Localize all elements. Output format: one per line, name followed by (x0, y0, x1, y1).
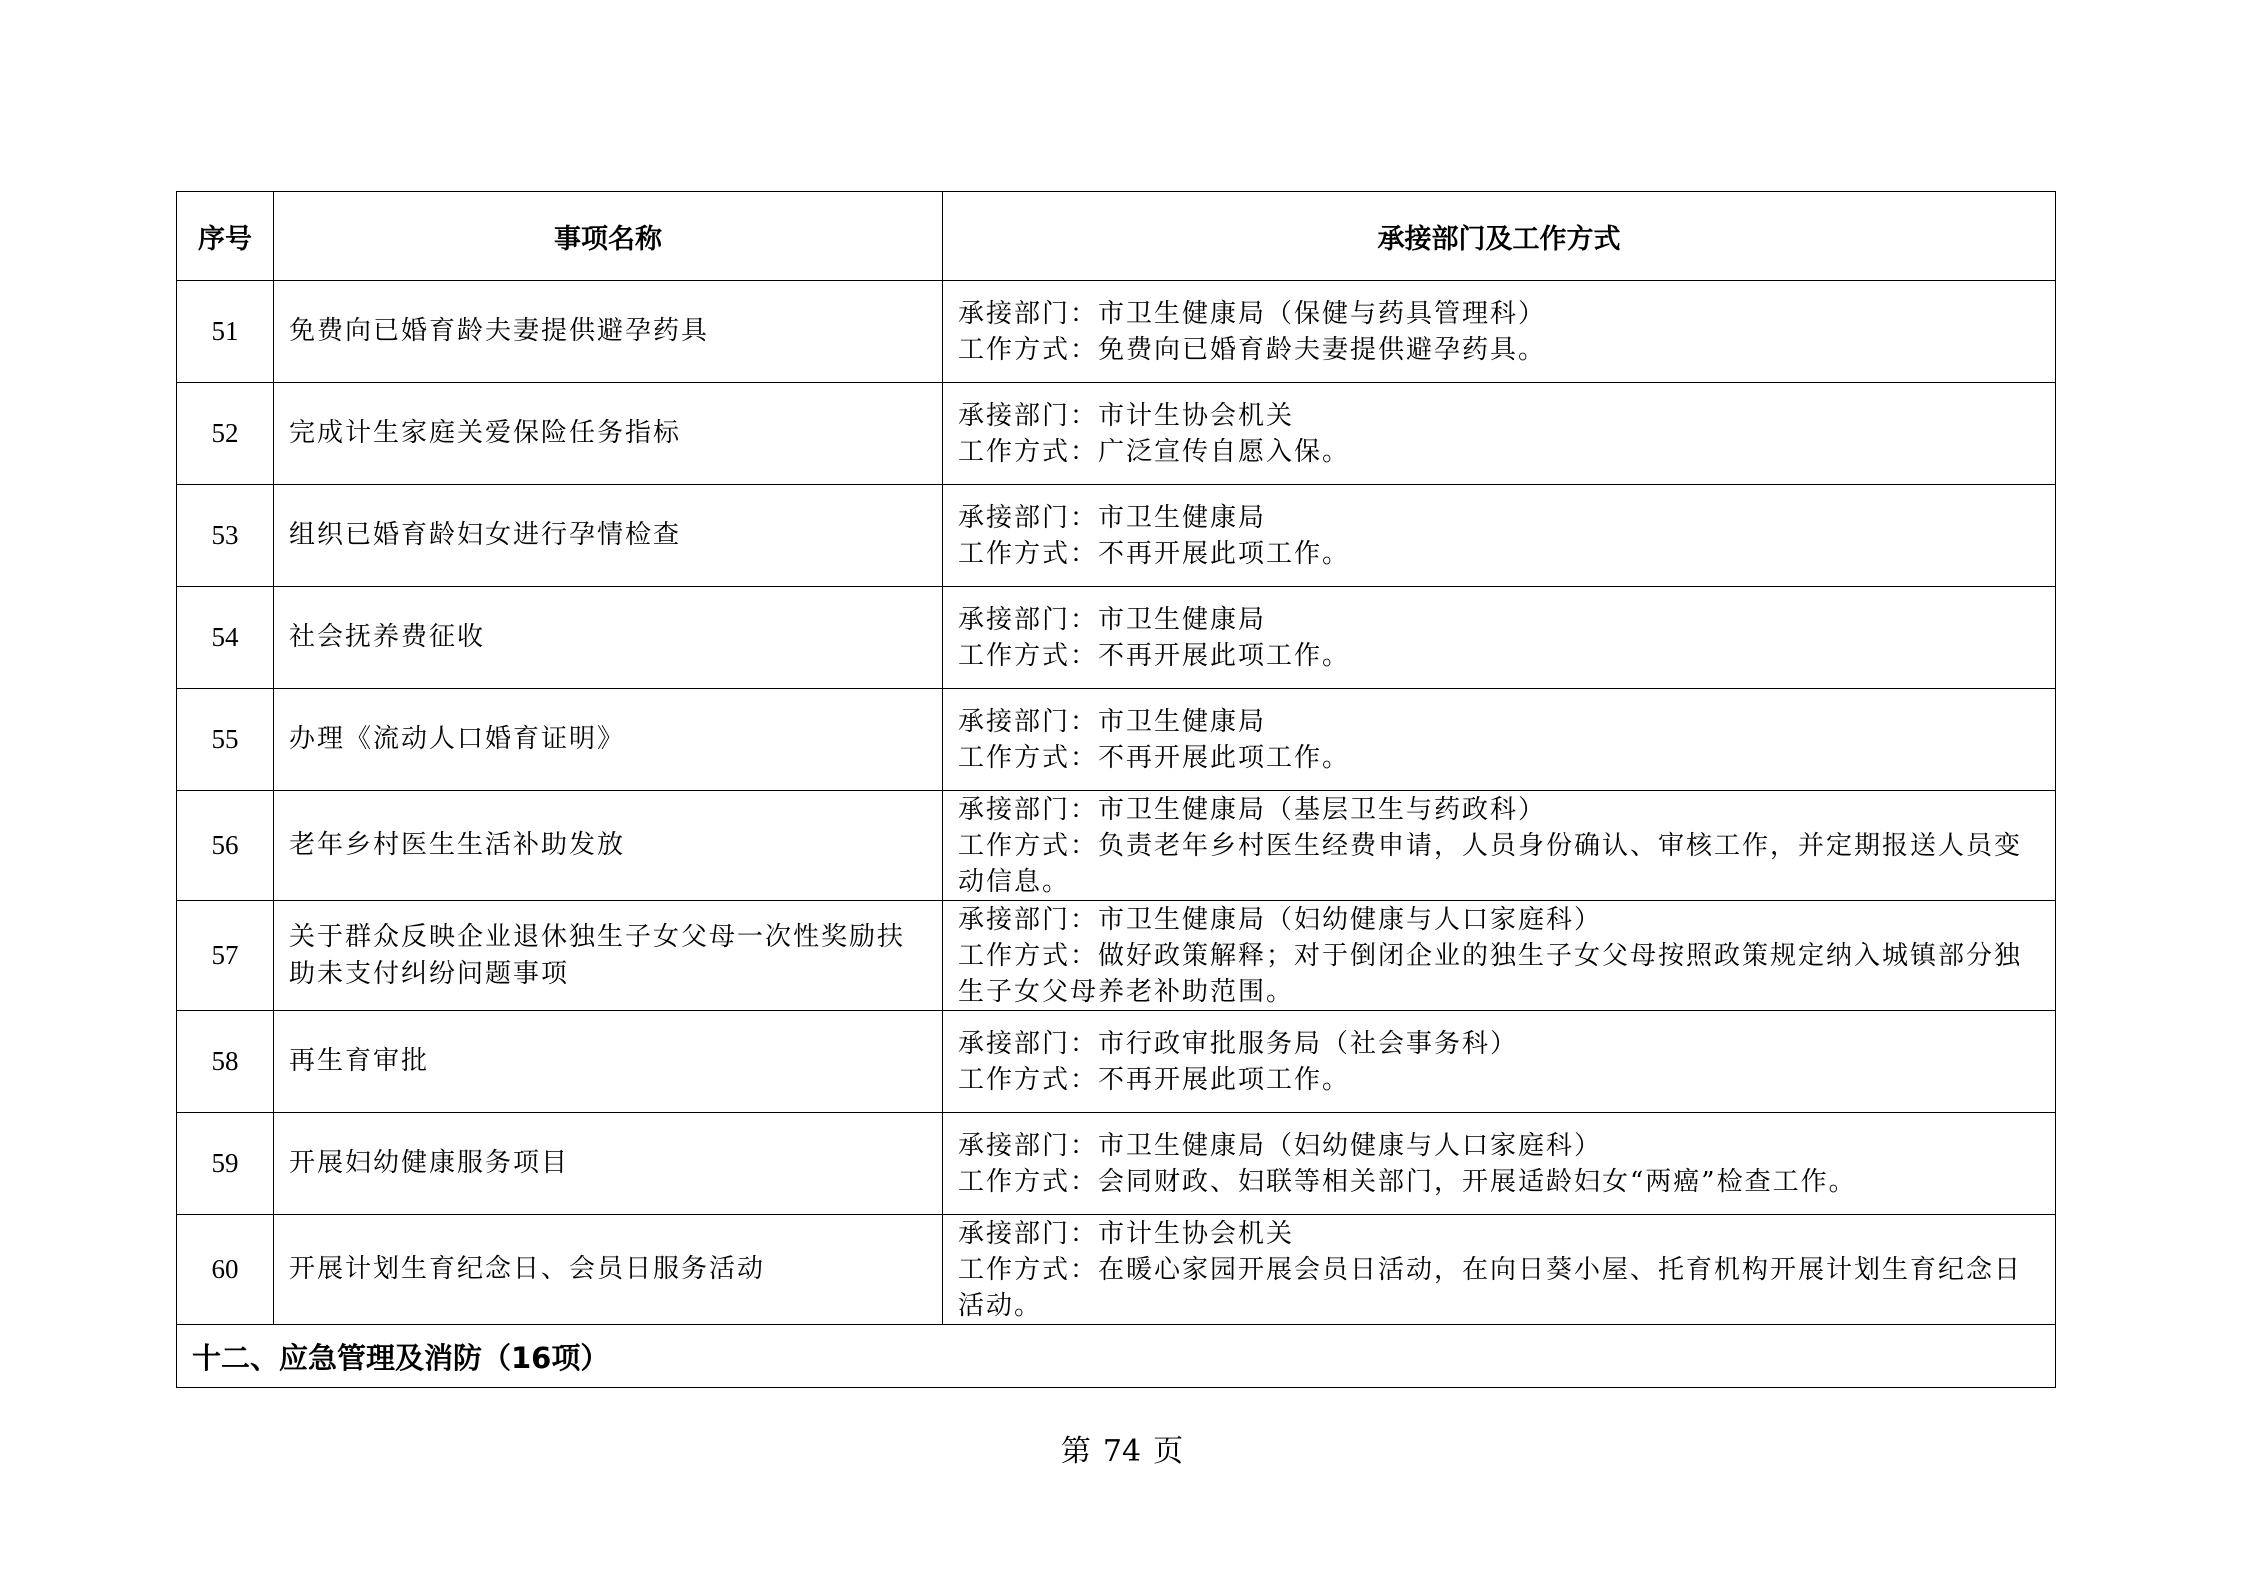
table-row (177, 281, 2056, 383)
page-number: 74 (1102, 1434, 1142, 1469)
header-name: 事项名称 (274, 192, 943, 281)
row-name: 完成计生家庭关爱保险任务指标 (274, 383, 943, 485)
row-name: 组织已婚育龄妇女进行孕情检查 (274, 485, 943, 587)
row-method: 工作方式：负责老年乡村医生经费申请，人员身份确认、审核工作，并定期报送人员变动信息。 (958, 830, 2023, 897)
row-dept: 承接部门：市卫生健康局（妇幼健康与人口家庭科） (958, 904, 1603, 935)
table-row (177, 383, 2056, 485)
row-method: 工作方式：广泛宣传自愿入保。 (958, 436, 1351, 467)
table-row (177, 1113, 2056, 1215)
row-number: 54 (177, 587, 274, 689)
row-name: 再生育审批 (274, 1011, 943, 1113)
row-number: 57 (177, 901, 274, 1011)
page-footer (0, 1426, 2244, 1470)
row-dept-method (943, 689, 2056, 791)
row-number: 59 (177, 1113, 274, 1215)
row-dept-method (943, 901, 2056, 1011)
row-method: 工作方式：免费向已婚育龄夫妻提供避孕药具。 (958, 334, 1547, 365)
table-row (177, 901, 2056, 1011)
row-method: 工作方式：不再开展此项工作。 (958, 1064, 1351, 1095)
row-name: 开展妇幼健康服务项目 (274, 1113, 943, 1215)
footer-prefix: 第 (1060, 1434, 1091, 1469)
row-dept: 承接部门：市卫生健康局 (958, 706, 1267, 737)
row-dept-method (943, 485, 2056, 587)
row-name: 社会抚养费征收 (274, 587, 943, 689)
row-name: 开展计划生育纪念日、会员日服务活动 (274, 1215, 943, 1325)
row-method: 工作方式：不再开展此项工作。 (958, 742, 1351, 773)
table-row (177, 791, 2056, 901)
row-method: 工作方式：做好政策解释；对于倒闭企业的独生子女父母按照政策规定纳入城镇部分独生子女父母养老补助范围。 (958, 940, 2023, 1007)
row-method: 工作方式：不再开展此项工作。 (958, 640, 1351, 671)
table-row (177, 689, 2056, 791)
row-dept-method (943, 1215, 2056, 1325)
section-heading-row (177, 1325, 2056, 1388)
row-name: 免费向已婚育龄夫妻提供避孕药具 (274, 281, 943, 383)
row-dept-method (943, 383, 2056, 485)
row-dept: 承接部门：市计生协会机关 (958, 400, 1295, 431)
row-dept-method (943, 587, 2056, 689)
row-dept-method (943, 791, 2056, 901)
row-method: 工作方式：不再开展此项工作。 (958, 538, 1351, 569)
footer-suffix: 页 (1153, 1434, 1184, 1469)
section-heading: 十二、应急管理及消防（16项） (177, 1325, 2056, 1388)
row-dept-method (943, 1113, 2056, 1215)
header-number: 序号 (177, 192, 274, 281)
table-header-row (177, 192, 2056, 281)
row-dept: 承接部门：市计生协会机关 (958, 1218, 1295, 1249)
row-name: 关于群众反映企业退休独生子女父母一次性奖励扶助未支付纠纷问题事项 (274, 901, 943, 1011)
table-row (177, 1215, 2056, 1325)
row-number: 52 (177, 383, 274, 485)
row-number: 60 (177, 1215, 274, 1325)
row-name: 办理《流动人口婚育证明》 (274, 689, 943, 791)
row-dept: 承接部门：市卫生健康局（基层卫生与药政科） (958, 794, 1547, 825)
table-row (177, 1011, 2056, 1113)
row-dept: 承接部门：市卫生健康局（保健与药具管理科） (958, 298, 1547, 329)
row-number: 55 (177, 689, 274, 791)
row-number: 53 (177, 485, 274, 587)
row-method: 工作方式：在暖心家园开展会员日活动，在向日葵小屋、托育机构开展计划生育纪念日活动。 (958, 1254, 2023, 1321)
row-dept: 承接部门：市行政审批服务局（社会事务科） (958, 1028, 1519, 1059)
table-row (177, 485, 2056, 587)
items-table (176, 191, 2056, 1388)
row-dept: 承接部门：市卫生健康局 (958, 502, 1267, 533)
row-method: 工作方式：会同财政、妇联等相关部门，开展适龄妇女“两癌”检查工作。 (958, 1166, 1857, 1197)
row-number: 58 (177, 1011, 274, 1113)
row-dept: 承接部门：市卫生健康局（妇幼健康与人口家庭科） (958, 1130, 1603, 1161)
table-row (177, 587, 2056, 689)
header-dept-method: 承接部门及工作方式 (943, 192, 2056, 281)
row-name: 老年乡村医生生活补助发放 (274, 791, 943, 901)
row-dept: 承接部门：市卫生健康局 (958, 604, 1267, 635)
row-dept-method (943, 281, 2056, 383)
row-number: 51 (177, 281, 274, 383)
row-number: 56 (177, 791, 274, 901)
row-dept-method (943, 1011, 2056, 1113)
